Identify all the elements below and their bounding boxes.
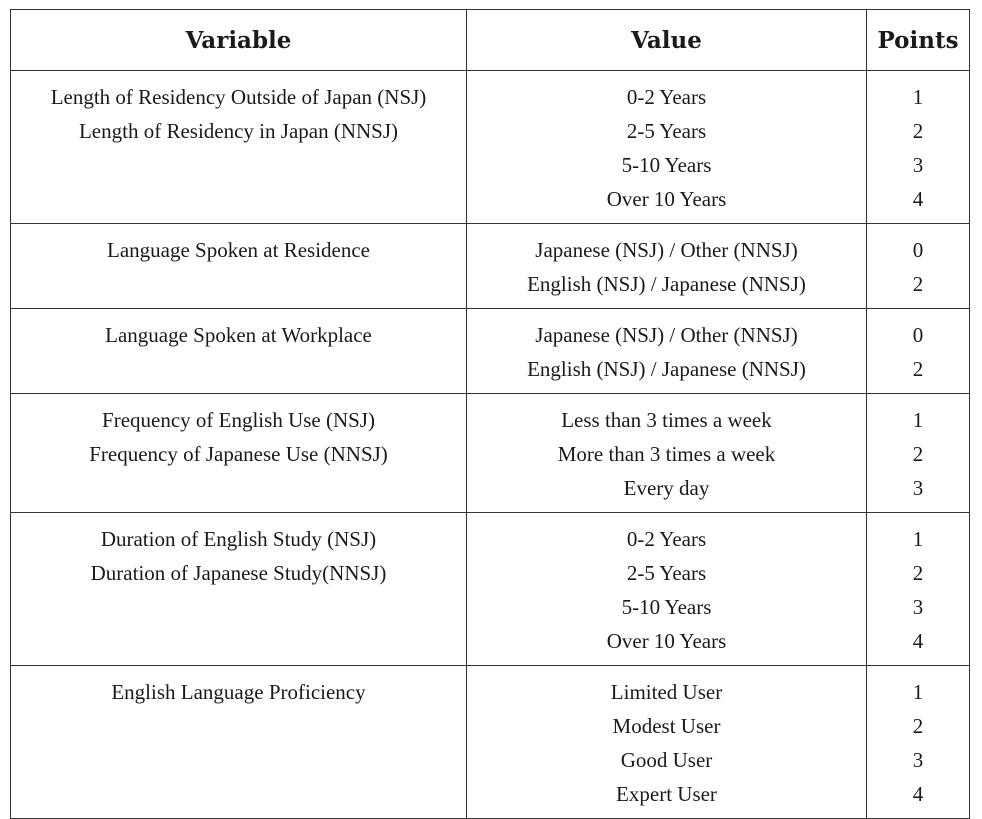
- value-line: English (NSJ) / Japanese (NNSJ): [527, 357, 806, 381]
- value-line: 2-5 Years: [626, 119, 707, 143]
- variable-cell: [11, 394, 467, 513]
- points-line: 0: [912, 238, 924, 262]
- points-line: 1: [912, 680, 924, 704]
- value-line: Every day: [623, 476, 710, 500]
- points-cell: [867, 71, 970, 224]
- value-line: Expert User: [616, 782, 717, 806]
- table-row: [11, 666, 970, 819]
- variable-cell: [11, 666, 467, 819]
- points-line: 3: [912, 153, 924, 177]
- points-line: 1: [912, 527, 924, 551]
- points-line: 2: [912, 714, 924, 738]
- variable-cell: [11, 224, 467, 309]
- points-line: 2: [912, 119, 924, 143]
- points-line: 3: [912, 748, 924, 772]
- value-line: 5-10 Years: [621, 153, 712, 177]
- variable-line: Frequency of Japanese Use (NNSJ): [89, 442, 388, 466]
- table-row: [11, 394, 970, 513]
- value-line: Less than 3 times a week: [561, 408, 772, 432]
- points-line: 4: [912, 782, 924, 806]
- value-cell: [467, 666, 867, 819]
- value-line: Japanese (NSJ) / Other (NNSJ): [535, 238, 798, 262]
- variable-line: Language Spoken at Residence: [107, 238, 370, 262]
- points-line: 1: [912, 85, 924, 109]
- points-line: 2: [912, 357, 924, 381]
- points-cell: [867, 666, 970, 819]
- points-line: 3: [912, 476, 924, 500]
- value-line: Modest User: [612, 714, 721, 738]
- table-header: [11, 10, 970, 71]
- header-points: Points: [867, 10, 970, 71]
- points-line: 1: [912, 408, 924, 432]
- points-line: 2: [912, 561, 924, 585]
- value-cell: [467, 394, 867, 513]
- value-line: 5-10 Years: [621, 595, 712, 619]
- value-line: Over 10 Years: [606, 187, 727, 211]
- points-table: [10, 9, 970, 819]
- points-cell: [867, 224, 970, 309]
- header-variable: Variable: [11, 10, 467, 71]
- points-cell: [867, 513, 970, 666]
- value-cell: [467, 71, 867, 224]
- variable-line: Frequency of English Use (NSJ): [102, 408, 375, 432]
- value-line: English (NSJ) / Japanese (NNSJ): [527, 272, 806, 296]
- value-line: 0-2 Years: [626, 527, 707, 551]
- points-table-container: [10, 9, 969, 819]
- points-line: 4: [912, 187, 924, 211]
- value-line: More than 3 times a week: [557, 442, 776, 466]
- value-cell: [467, 309, 867, 394]
- points-line: 3: [912, 595, 924, 619]
- table-row: [11, 224, 970, 309]
- table-body: [11, 71, 970, 819]
- value-cell: [467, 513, 867, 666]
- points-cell: [867, 394, 970, 513]
- table-row: [11, 309, 970, 394]
- table-row: [11, 71, 970, 224]
- points-line: 0: [912, 323, 924, 347]
- table-row: [11, 513, 970, 666]
- variable-line: Length of Residency Outside of Japan (NSJ): [50, 85, 427, 109]
- variable-line: Length of Residency in Japan (NNSJ): [78, 119, 399, 143]
- variable-cell: [11, 513, 467, 666]
- points-line: 2: [912, 442, 924, 466]
- points-line: 2: [912, 272, 924, 296]
- value-line: 2-5 Years: [626, 561, 707, 585]
- value-line: Over 10 Years: [606, 629, 727, 653]
- header-row: [11, 10, 970, 71]
- value-line: Limited User: [610, 680, 723, 704]
- header-value: Value: [467, 10, 867, 71]
- variable-cell: [11, 309, 467, 394]
- points-line: 4: [912, 629, 924, 653]
- points-cell: [867, 309, 970, 394]
- value-line: Good User: [620, 748, 713, 772]
- variable-line: Language Spoken at Workplace: [105, 323, 372, 347]
- variable-line: Duration of Japanese Study(NNSJ): [90, 561, 387, 585]
- value-cell: [467, 224, 867, 309]
- variable-cell: [11, 71, 467, 224]
- variable-line: Duration of English Study (NSJ): [100, 527, 377, 551]
- value-line: Japanese (NSJ) / Other (NNSJ): [535, 323, 798, 347]
- variable-line: English Language Proficiency: [111, 680, 366, 704]
- value-line: 0-2 Years: [626, 85, 707, 109]
